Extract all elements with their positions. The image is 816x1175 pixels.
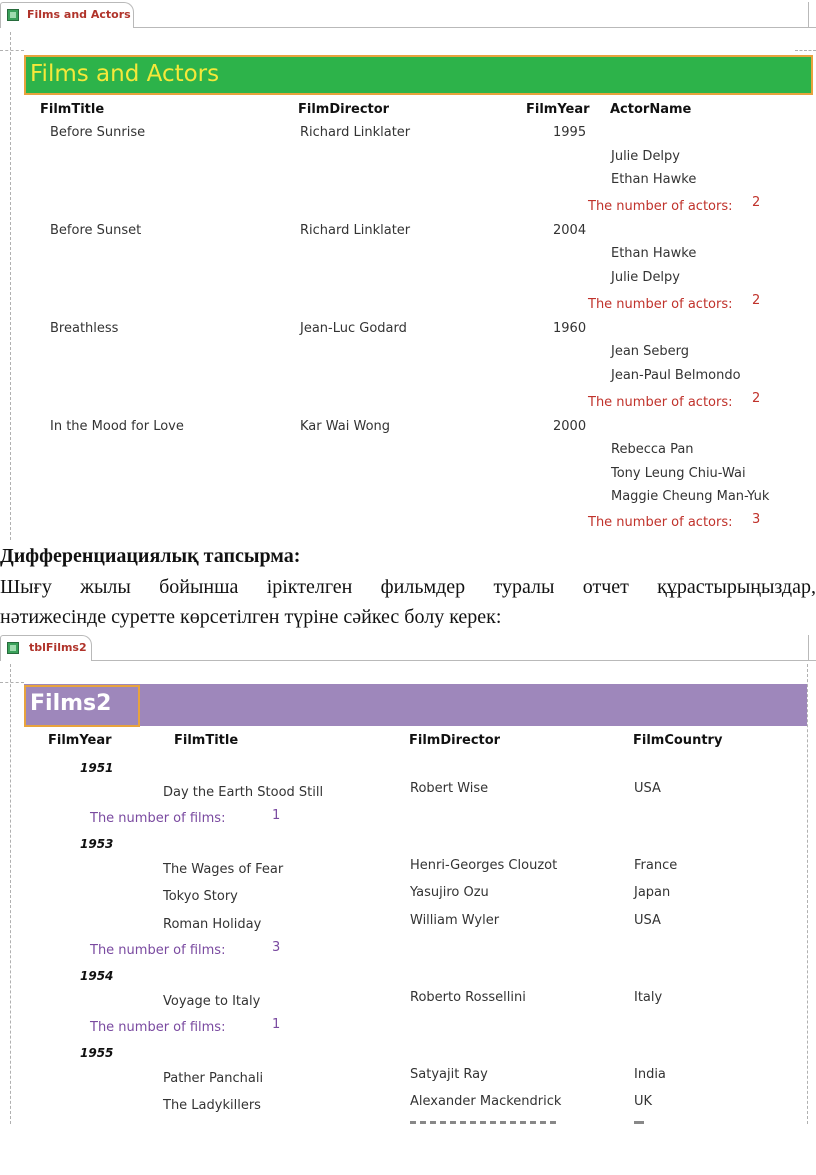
film-director: Yasujiro Ozu <box>410 885 489 900</box>
header-filmcountry: FilmCountry <box>633 733 723 748</box>
tab-strip-edge <box>808 2 809 27</box>
film-title: The Ladykillers <box>163 1098 261 1113</box>
task-text-line2: нәтижесінде суретте көрсетілген түріне сәйкес болу керек: <box>0 606 502 628</box>
film-country: UK <box>634 1094 653 1109</box>
report2-title-bar <box>24 684 807 726</box>
film-count-label: The number of films: <box>90 943 226 958</box>
film-year: 2004 <box>553 223 587 238</box>
film-count-value: 1 <box>272 1017 281 1032</box>
film-title: Before Sunset <box>50 223 142 238</box>
header-filmtitle: FilmTitle <box>174 733 239 748</box>
film-director: Robert Wise <box>410 781 489 796</box>
film-count-label: The number of films: <box>90 1020 226 1035</box>
film-country: Japan <box>634 885 671 900</box>
report1-left-margin-guide <box>10 32 11 540</box>
film-country: Italy <box>634 990 663 1005</box>
film-director: Jean-Luc Godard <box>300 321 407 336</box>
film-director: Henri-Georges Clouzot <box>410 858 558 873</box>
film-title: Day the Earth Stood Still <box>163 785 324 800</box>
film-title: Tokyo Story <box>163 889 238 904</box>
actor-count-value: 2 <box>752 195 761 210</box>
actor-name: Julie Delpy <box>611 270 680 285</box>
film-country: USA <box>634 781 661 796</box>
actor-count-value: 3 <box>752 512 761 527</box>
group-year: 1954 <box>80 969 114 983</box>
tab-strip-line <box>134 27 816 28</box>
film-director: Kar Wai Wong <box>300 419 391 434</box>
cropped-text-fragment <box>634 1121 644 1124</box>
film-title: Roman Holiday <box>163 917 262 932</box>
tab-strip-line <box>92 660 816 661</box>
report-icon <box>7 9 19 21</box>
header-filmdirector: FilmDirector <box>298 102 390 117</box>
film-country: USA <box>634 913 661 928</box>
actor-name: Jean-Paul Belmondo <box>611 368 741 383</box>
actor-name: Jean Seberg <box>611 344 690 359</box>
report2-left-margin-guide <box>10 664 11 1124</box>
film-year: 1995 <box>553 125 587 140</box>
report2-section-guide <box>0 682 24 683</box>
task-heading: Дифференциациялық тапсырма: <box>0 545 301 567</box>
actor-count-value: 2 <box>752 391 761 406</box>
actor-name: Tony Leung Chiu-Wai <box>611 466 746 481</box>
actor-count-label: The number of actors: <box>588 297 733 312</box>
film-title: Pather Panchali <box>163 1071 264 1086</box>
actor-name: Rebecca Pan <box>611 442 694 457</box>
film-year: 1960 <box>553 321 587 336</box>
report2-tab[interactable] <box>0 635 92 661</box>
header-actorname: ActorName <box>610 102 692 117</box>
actor-count-value: 2 <box>752 293 761 308</box>
report-icon <box>7 642 19 654</box>
report1-title: Films and Actors <box>30 61 220 87</box>
header-filmyear: FilmYear <box>526 102 590 117</box>
film-title: Breathless <box>50 321 119 336</box>
film-year: 2000 <box>553 419 587 434</box>
report2-title-box[interactable] <box>24 685 140 727</box>
report2-right-margin-guide <box>807 664 808 1124</box>
actor-count-label: The number of actors: <box>588 515 733 530</box>
film-country: India <box>634 1067 666 1082</box>
actor-name: Maggie Cheung Man-Yuk <box>611 489 770 504</box>
group-year: 1951 <box>80 761 114 775</box>
actor-name: Ethan Hawke <box>611 246 697 261</box>
group-year: 1955 <box>80 1046 114 1060</box>
film-director: Richard Linklater <box>300 125 411 140</box>
header-filmdirector: FilmDirector <box>409 733 501 748</box>
film-country: France <box>634 858 678 873</box>
film-director: Richard Linklater <box>300 223 411 238</box>
film-count-value: 1 <box>272 808 281 823</box>
film-title: In the Mood for Love <box>50 419 184 434</box>
actor-count-label: The number of actors: <box>588 395 733 410</box>
report1-section-guide <box>0 50 24 51</box>
tab-strip-edge <box>808 635 809 660</box>
actor-name: Julie Delpy <box>611 149 680 164</box>
film-title: Before Sunrise <box>50 125 146 140</box>
report2-title: Films2 <box>30 691 112 716</box>
film-title: The Wages of Fear <box>163 862 284 877</box>
report1-title-bar[interactable] <box>24 55 813 95</box>
film-director: Satyajit Ray <box>410 1067 488 1082</box>
film-title: Voyage to Italy <box>163 994 261 1009</box>
task-text-line1: Шығу жылы бойынша іріктелген фильмдер туралы отчет құрастырыңыздар, <box>0 576 816 598</box>
film-director: Alexander Mackendrick <box>410 1094 562 1109</box>
film-count-value: 3 <box>272 940 281 955</box>
actor-count-label: The number of actors: <box>588 199 733 214</box>
report1-tab-label: Films and Actors <box>27 8 131 21</box>
group-year: 1953 <box>80 837 114 851</box>
header-filmtitle: FilmTitle <box>40 102 105 117</box>
report1-section-guide-right <box>795 50 816 51</box>
report1-tab[interactable] <box>0 2 134 28</box>
actor-name: Ethan Hawke <box>611 172 697 187</box>
header-filmyear: FilmYear <box>48 733 112 748</box>
cropped-text-fragment <box>410 1121 560 1124</box>
film-director: William Wyler <box>410 913 500 928</box>
report2-tab-label: tblFilms2 <box>29 641 87 654</box>
film-count-label: The number of films: <box>90 811 226 826</box>
film-director: Roberto Rossellini <box>410 990 526 1005</box>
